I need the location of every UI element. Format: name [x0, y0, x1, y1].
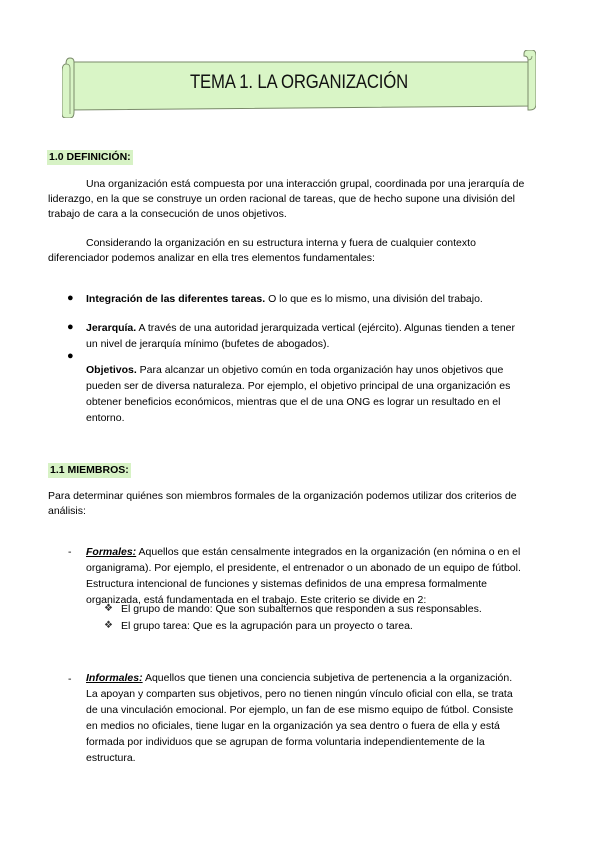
dash-marker: - [68, 673, 72, 685]
dash-marker: - [68, 546, 72, 558]
bullet-bold-term: Objetivos. [86, 364, 137, 376]
bullet-text: A través de una autoridad jerarquizada vertical (ejército). Algunas tienden a tener [136, 322, 516, 334]
bullet-text: un nivel de jerarquía mínimo (bufetes de abogados). [86, 338, 330, 350]
paragraph-line: Una organización está compuesta por una interacción grupal, coordinada por una jerarquía de [86, 178, 525, 190]
paragraph-line: análisis: [48, 505, 86, 517]
bullet-dot: ● [67, 350, 74, 362]
diamond-bullet-icon: ❖ [104, 603, 113, 614]
informales-label: Informales: [86, 672, 143, 684]
bullet-dot: ● [67, 292, 74, 304]
paragraph-line: trabajo de cara a la consecución de unos objetivos. [48, 208, 287, 220]
paragraph-line: Considerando la organización en su estructura interna y fuera de cualquier contexto [86, 237, 476, 249]
list-item [86, 362, 556, 426]
bullet-dot: ● [67, 321, 74, 333]
section-heading-miembros: 1.1 MIEMBROS: [50, 464, 129, 476]
bullet-text: pueden ser de diversa naturaleza. Por ejemplo, el objetivo principal de una organización es [86, 380, 511, 392]
paragraph-line: Para determinar quiénes son miembros formales de la organización podemos utilizar dos criterios de [48, 490, 517, 502]
bullet-bold-term: Jerarquía. [86, 322, 137, 334]
page-title: TEMA 1. LA ORGANIZACIÓN [189, 72, 409, 93]
title-scroll-banner [62, 50, 536, 118]
list-item-informales: Informales: Aquellos que tienen una conciencia subjetiva de pertenencia a la organización. La apoyan y comparten sus objetivos, pero no tienen ningún vínculo oficial con ella, se trata de una vinculación emocional. Por ejemplo, un fan de ese mismo equipo de fútbol. Consiste en medios no oficiales, tiene lugar en la organización ya sea dentro o fuera de ella y está formada por individuos que se agrupan de forma voluntaria independientemente de la estructura. [86, 672, 514, 764]
diamond-bullet-icon: ❖ [104, 620, 113, 631]
formales-label: Formales: [86, 546, 137, 558]
paragraph-line: liderazgo, en la que se construye un orden racional de tareas, que de hecho supone una división del [48, 193, 515, 205]
bullet-text: Para alcanzar un objetivo común en toda organización hay unos objetivos que [136, 364, 504, 376]
section-heading-definicion: 1.0 DEFINICIÓN: [49, 151, 131, 163]
list-item [86, 291, 556, 307]
sub-list-item: El grupo tarea: Que es la agrupación para un proyecto o tarea. [121, 620, 413, 632]
bullet-text: obtener beneficios económicos, mientras que el de una ONG es lograr un resultado en el [86, 396, 501, 408]
bullet-text: O lo que es lo mismo, una división del trabajo. [265, 293, 483, 305]
paragraph-line: diferenciador podemos analizar en ella tres elementos fundamentales: [48, 252, 375, 264]
bullet-text: entorno. [86, 412, 125, 424]
list-item [86, 320, 556, 352]
bullet-bold-term: Integración de las diferentes tareas. [86, 293, 266, 305]
sub-list-item: El grupo de mando: Que son subalternos que responden a sus responsables. [121, 603, 482, 615]
list-item-formales: Formales: Aquellos que están censalmente integrados en la organización (en nómina o en el organigrama). Por ejemplo, el presidente, el entrenador o un abonado de un equipo de fútbol. Estructura intencional de funciones y sistemas definidos de una empresa formalmente organizada, está fundamentada en el trabajo. Este criterio se divide en 2: [86, 546, 521, 606]
